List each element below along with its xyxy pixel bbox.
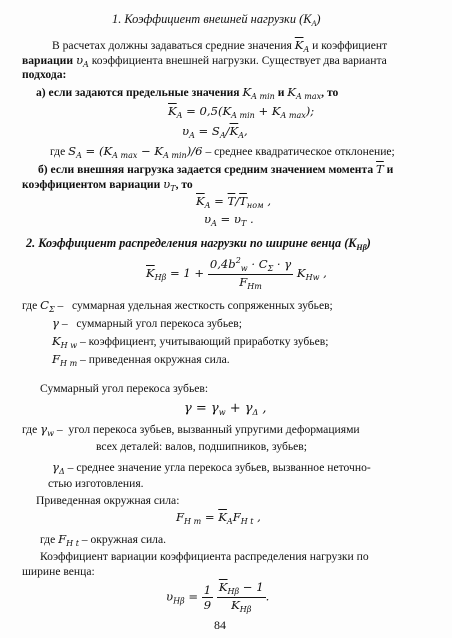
s1-case-a: а) если задаются предельные значения $K_{A min}$ и $K_{A max}$, то <box>36 85 339 101</box>
s1-paragraph-line-2: вариации $\upsilon_A$ коэффициента внешней нагрузки. Существует два варианта <box>22 53 387 69</box>
s1-paragraph-line-1: В расчетах должны задаваться средние значения $\overline{K}_A$ и коэффициент <box>52 38 388 54</box>
s1-std-deviation: где $S_A = (K_{A max} - K_{A min})/6$ – среднее квадратическое отклонение; <box>50 144 395 160</box>
s3-paragraph-force: Приведенная окружная сила: <box>36 494 180 507</box>
def-c-sigma: где $C_\Sigma$ – суммарная удельная жесткость сопряженных зубьев; <box>22 298 333 314</box>
def-gamma-delta-cont: стью изготовления. <box>48 477 144 490</box>
equation-va: $\upsilon_A = S_A/\overline{K}_A$, <box>182 124 248 140</box>
s1-case-b-line-1: б) если внешняя нагрузка задается средним значением момента $\overline{T}$ и <box>38 162 394 176</box>
def-gamma-delta: $\gamma_\Delta$ – среднее значение угла перекоса зубьев, вызванное неточно- <box>52 460 371 476</box>
def-fht: где $F_{H t}$ – окружная сила. <box>40 532 166 548</box>
def-gamma-w-cont: всех деталей: валов, подшипников, зубьев; <box>96 440 307 453</box>
s3-paragraph-angle: Суммарный угол перекоса зубьев: <box>40 382 209 395</box>
section-1-title: 1. Коэффициент внешней нагрузки $(K_A)$ <box>112 12 321 28</box>
def-fhm: $F_{H m}$ – приведенная окружная сила. <box>52 352 230 368</box>
ka-bar: $\overline{K}$ <box>294 38 304 52</box>
equation-ka-mean: $\overline{K}_A = 0,5(K_{A min} + K_{A max})$; <box>168 104 315 120</box>
section-2-title: 2. Коэффициент распределения нагрузки по ширине венца $(K_{H\beta})$ <box>26 236 371 252</box>
equation-khb: $\overline{K}_{H\beta} = 1$ + $\frac{0,4b^2_w \cdot C_\Sigma \cdot \gamma}{F_{Hm}}$ $K_{Hw}$ , <box>146 256 327 291</box>
def-gamma-w: где $\gamma_w$ – угол перекоса зубьев, вызванный упругими деформациями <box>22 422 360 438</box>
equation-fhm: $F_{H m} = \overline{K}_AF_{H t}$ , <box>176 510 261 526</box>
equation-gamma: $\gamma = \gamma_w + \gamma_\Delta$ , <box>184 401 267 417</box>
s1-paragraph-line-3: подхода: <box>22 68 67 81</box>
page-number: 84 <box>214 618 226 632</box>
equation-ka-torque: $\overline{K}_A = \overline{T}/\overline{T}_{ном}$ , <box>196 194 272 210</box>
s1-case-b-line-2: коэффициентом вариации $\upsilon_T$, то <box>22 177 193 193</box>
s3-paragraph-variation-line-1: Коэффициент вариации коэффициента распределения нагрузки по <box>40 550 369 563</box>
s3-paragraph-variation-line-2: ширине венца: <box>22 565 95 578</box>
def-gamma: γ – суммарный угол перекоса зубьев; <box>52 316 242 330</box>
equation-vhb: $\upsilon_{H\beta}$ = $\frac{1}{9}$ $\frac{\overline{K}_{H\beta} - 1}{\overline{K}_{H\beta}}$ . <box>166 580 270 614</box>
equation-va-vt: $\upsilon_A = \upsilon_T$ . <box>204 212 254 228</box>
def-khw: $K_{H w}$ – коэффициент, учитывающий приработку зубьев; <box>52 334 329 350</box>
